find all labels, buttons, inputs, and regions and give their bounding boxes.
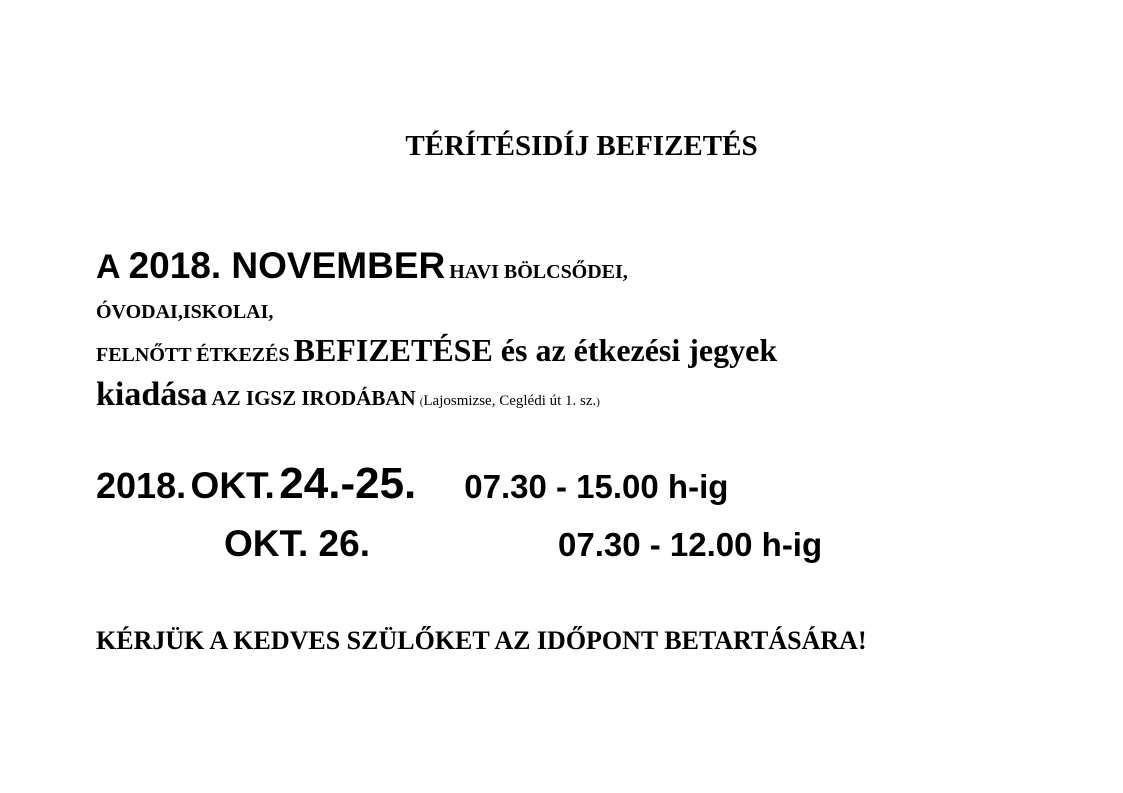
announcement-line-2: ÓVODAI,ISKOLAI, <box>96 301 274 323</box>
parent-notice: KÉRJÜK A KEDVES SZÜLŐKET AZ IDŐPONT BETARTÁSÁRA! <box>96 626 867 655</box>
monthly-nursery-text: HAVI BÖLCSŐDEI, <box>449 261 628 283</box>
schedule-time: 07.30 - 12.00 h-ig <box>558 526 823 563</box>
month-year: 2018. NOVEMBER <box>128 245 446 286</box>
announcement-line-4 <box>96 372 600 425</box>
office-address: Lajosmizse, Ceglédi út 1. sz. <box>423 393 597 409</box>
adult-meals-text: FELNŐTT ÉTKEZÉS <box>96 344 290 366</box>
issuance-text: kiadása <box>96 376 208 413</box>
page-title: TÉRÍTÉSIDÍJ BEFIZETÉS <box>405 130 758 162</box>
payment-text: BEFIZETÉSE és az étkezési jegyek <box>293 332 778 368</box>
paren-close: ) <box>596 396 600 408</box>
schedule-row-2 <box>224 518 822 578</box>
schedule-days: 24.-25. <box>279 459 417 508</box>
schedule-month: OKT. <box>190 465 275 506</box>
article-a: A <box>96 248 121 286</box>
schedule-day: OKT. 26. <box>224 523 370 564</box>
announcement-line-1 <box>96 240 628 300</box>
office-text: AZ IGSZ IRODÁBAN <box>211 386 416 410</box>
schedule-time: 07.30 - 15.00 h-ig <box>464 468 729 505</box>
paren-open: ( <box>419 396 424 408</box>
schedule-year: 2018. <box>96 465 187 506</box>
schedule-row-1 <box>96 458 728 520</box>
